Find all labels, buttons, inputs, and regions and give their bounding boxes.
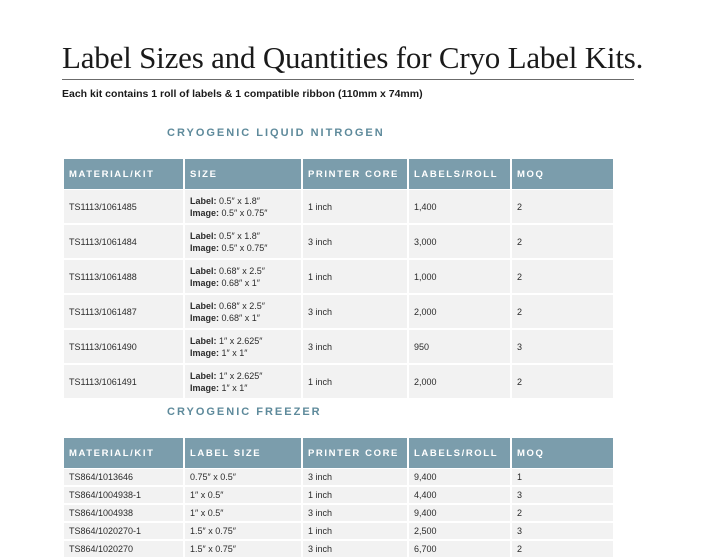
image-size-line bbox=[190, 312, 301, 324]
table-header-row bbox=[64, 159, 613, 190]
printer-core-cell: 1 inch bbox=[303, 190, 407, 225]
image-value: 0.68″ x 1″ bbox=[219, 312, 260, 323]
image-size-line bbox=[190, 347, 301, 359]
column-header: MATERIAL/KIT bbox=[64, 159, 183, 190]
label-key: Label: bbox=[190, 370, 217, 381]
image-key: Image: bbox=[190, 312, 220, 323]
labels-per-roll-cell: 9,400 bbox=[409, 505, 510, 523]
labels-per-roll-cell: 6,700 bbox=[409, 541, 510, 559]
kit-cell: TS1113/1061491 bbox=[64, 365, 183, 400]
page-title: Label Sizes and Quantities for Cryo Label Kits. bbox=[62, 40, 644, 75]
table-row bbox=[64, 541, 613, 559]
printer-core-cell: 3 inch bbox=[303, 469, 407, 487]
table-row bbox=[64, 295, 613, 330]
labels-per-roll-cell: 9,400 bbox=[409, 469, 510, 487]
label-size-line bbox=[190, 335, 301, 347]
printer-core-cell: 3 inch bbox=[303, 505, 407, 523]
table-row bbox=[64, 487, 613, 505]
label-value: 1″ x 2.625″ bbox=[216, 335, 263, 346]
label-size-cell: 0.75″ x 0.5″ bbox=[185, 469, 301, 487]
label-size-line bbox=[190, 195, 301, 207]
label-size-cell: 1.5″ x 0.75″ bbox=[185, 523, 301, 541]
size-cell bbox=[185, 295, 301, 330]
printer-core-cell: 1 inch bbox=[303, 523, 407, 541]
column-header: PRINTER CORE bbox=[303, 159, 407, 190]
moq-cell: 2 bbox=[512, 190, 613, 225]
image-key: Image: bbox=[190, 207, 220, 218]
column-header: MOQ bbox=[512, 159, 613, 190]
column-header: PRINTER CORE bbox=[303, 438, 407, 469]
labels-per-roll-cell: 1,000 bbox=[409, 260, 510, 295]
column-header: MOQ bbox=[512, 438, 613, 469]
size-cell bbox=[185, 225, 301, 260]
column-header: MATERIAL/KIT bbox=[64, 438, 183, 469]
moq-cell: 3 bbox=[512, 330, 613, 365]
printer-core-cell: 3 inch bbox=[303, 541, 407, 559]
labels-per-roll-cell: 4,400 bbox=[409, 487, 510, 505]
label-size-cell: 1.5″ x 0.75″ bbox=[185, 541, 301, 559]
image-value: 0.5″ x 0.75″ bbox=[219, 242, 268, 253]
column-header: SIZE bbox=[185, 159, 301, 190]
label-size-line bbox=[190, 230, 301, 242]
moq-cell: 3 bbox=[512, 487, 613, 505]
label-size-line bbox=[190, 300, 301, 312]
printer-core-cell: 1 inch bbox=[303, 487, 407, 505]
page-subtitle: Each kit contains 1 roll of labels & 1 compatible ribbon (110mm x 74mm) bbox=[62, 88, 423, 100]
column-header: LABELS/ROLL bbox=[409, 438, 510, 469]
kit-cell: TS864/1004938-1 bbox=[64, 487, 183, 505]
kit-cell: TS864/1013646 bbox=[64, 469, 183, 487]
label-size-cell: 1″ x 0.5″ bbox=[185, 487, 301, 505]
moq-cell: 1 bbox=[512, 469, 613, 487]
table-row bbox=[64, 523, 613, 541]
label-key: Label: bbox=[190, 195, 217, 206]
image-key: Image: bbox=[190, 347, 220, 358]
image-key: Image: bbox=[190, 382, 220, 393]
label-value: 1″ x 2.625″ bbox=[216, 370, 263, 381]
label-value: 0.68″ x 2.5″ bbox=[216, 300, 265, 311]
label-size-line bbox=[190, 370, 301, 382]
label-value: 0.5″ x 1.8″ bbox=[216, 195, 260, 206]
label-key: Label: bbox=[190, 265, 217, 276]
table-row bbox=[64, 469, 613, 487]
moq-cell: 2 bbox=[512, 365, 613, 400]
labels-per-roll-cell: 950 bbox=[409, 330, 510, 365]
moq-cell: 2 bbox=[512, 541, 613, 559]
image-key: Image: bbox=[190, 277, 220, 288]
column-header: LABEL SIZE bbox=[185, 438, 301, 469]
image-size-line bbox=[190, 382, 301, 394]
section-heading-freezer: CRYOGENIC FREEZER bbox=[167, 406, 322, 418]
label-size-cell: 1″ x 0.5″ bbox=[185, 505, 301, 523]
liquid-nitrogen-table bbox=[62, 159, 615, 400]
labels-per-roll-cell: 2,000 bbox=[409, 365, 510, 400]
printer-core-cell: 3 inch bbox=[303, 225, 407, 260]
image-size-line bbox=[190, 242, 301, 254]
label-key: Label: bbox=[190, 300, 217, 311]
image-value: 0.68″ x 1″ bbox=[219, 277, 260, 288]
size-cell bbox=[185, 365, 301, 400]
size-cell bbox=[185, 190, 301, 225]
section-heading-liquid-nitrogen: CRYOGENIC LIQUID NITROGEN bbox=[167, 127, 385, 139]
moq-cell: 2 bbox=[512, 260, 613, 295]
labels-per-roll-cell: 3,000 bbox=[409, 225, 510, 260]
table-row bbox=[64, 260, 613, 295]
label-key: Label: bbox=[190, 335, 217, 346]
image-size-line bbox=[190, 207, 301, 219]
kit-cell: TS864/1020270 bbox=[64, 541, 183, 559]
kit-cell: TS1113/1061484 bbox=[64, 225, 183, 260]
image-size-line bbox=[190, 277, 301, 289]
size-cell bbox=[185, 330, 301, 365]
labels-per-roll-cell: 1,400 bbox=[409, 190, 510, 225]
title-divider bbox=[62, 79, 634, 80]
kit-cell: TS1113/1061488 bbox=[64, 260, 183, 295]
label-value: 0.68″ x 2.5″ bbox=[216, 265, 265, 276]
table-row bbox=[64, 505, 613, 523]
printer-core-cell: 3 inch bbox=[303, 295, 407, 330]
label-value: 0.5″ x 1.8″ bbox=[216, 230, 260, 241]
moq-cell: 2 bbox=[512, 505, 613, 523]
image-key: Image: bbox=[190, 242, 220, 253]
table-header-row bbox=[64, 438, 613, 469]
table-row bbox=[64, 330, 613, 365]
moq-cell: 2 bbox=[512, 295, 613, 330]
kit-cell: TS864/1004938 bbox=[64, 505, 183, 523]
kit-cell: TS1113/1061487 bbox=[64, 295, 183, 330]
printer-core-cell: 1 inch bbox=[303, 260, 407, 295]
label-key: Label: bbox=[190, 230, 217, 241]
image-value: 1″ x 1″ bbox=[219, 347, 248, 358]
kit-cell: TS1113/1061485 bbox=[64, 190, 183, 225]
freezer-table bbox=[62, 438, 615, 559]
table-row bbox=[64, 225, 613, 260]
printer-core-cell: 1 inch bbox=[303, 365, 407, 400]
size-cell bbox=[185, 260, 301, 295]
table-row bbox=[64, 365, 613, 400]
printer-core-cell: 3 inch bbox=[303, 330, 407, 365]
label-size-line bbox=[190, 265, 301, 277]
kit-cell: TS864/1020270-1 bbox=[64, 523, 183, 541]
table-row bbox=[64, 190, 613, 225]
labels-per-roll-cell: 2,500 bbox=[409, 523, 510, 541]
labels-per-roll-cell: 2,000 bbox=[409, 295, 510, 330]
kit-cell: TS1113/1061490 bbox=[64, 330, 183, 365]
moq-cell: 3 bbox=[512, 523, 613, 541]
image-value: 1″ x 1″ bbox=[219, 382, 248, 393]
column-header: LABELS/ROLL bbox=[409, 159, 510, 190]
image-value: 0.5″ x 0.75″ bbox=[219, 207, 268, 218]
moq-cell: 2 bbox=[512, 225, 613, 260]
